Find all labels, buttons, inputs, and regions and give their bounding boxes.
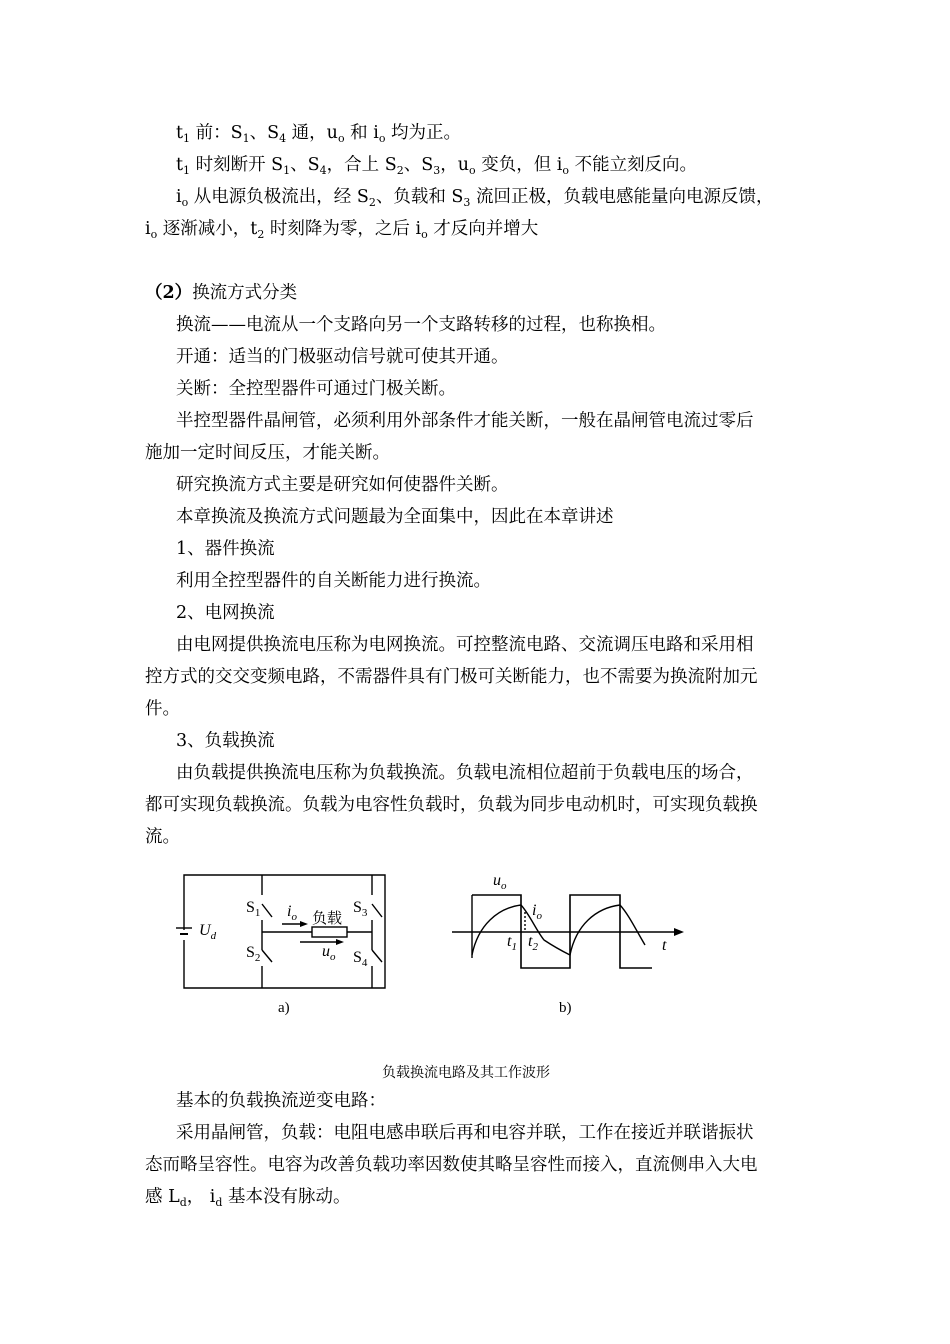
text-line: 件。 — [145, 699, 180, 719]
text-line: 感 $L_d$， $i_d$ 基本没有脉动。 — [145, 1187, 351, 1209]
text-line: 采用晶闸管，负载：电阻电感串联后再和电容并联，工作在接近并联谐振状 — [176, 1123, 754, 1143]
t-axis-label: t — [662, 937, 667, 954]
text-line: $t_1$ 时刻断开 $S_1$、$S_4$，合上 $S_2$、$S_3$，$u_o$ 变负，但 $i_o$ 不能立刻反向。 — [176, 155, 698, 177]
text-line: 控方式的交交变频电路，不需器件具有门极可关断能力，也不需要为换流附加元 — [145, 667, 758, 687]
text-line: 施加一定时间反压，才能关断。 — [145, 443, 390, 463]
text-line: 都可实现负载换流。负载为电容性负载时，负载为同步电动机时，可实现负载换 — [145, 795, 758, 815]
fig-a-label: a) — [278, 1000, 290, 1016]
io-arrow-head — [300, 921, 308, 927]
circuit-labels — [199, 899, 368, 1016]
text-line: 半控型器件晶闸管，必须利用外部条件才能关断，一般在晶闸管电流过零后 — [176, 411, 754, 431]
subheading: 2、电网换流 — [176, 603, 275, 623]
figure-caption: 负载换流电路及其工作波形 — [382, 1065, 550, 1081]
load-label: 负载 — [312, 909, 343, 927]
io-current-wave — [472, 905, 645, 955]
section-heading: （2）换流方式分类 — [145, 283, 298, 303]
waveform-labels — [493, 872, 667, 1016]
text-line: 利用全控型器件的自关断能力进行换流。 — [176, 571, 491, 591]
text-line: $i_o$ 从电源负极流出，经 $S_2$、负载和 $S_3$ 流回正极，负载电感能量向电源反馈， — [176, 187, 774, 209]
subheading: 1、器件换流 — [176, 539, 275, 559]
text-line: 由电网提供换流电压称为电网换流。可控整流电路、交流调压电路和采用相 — [176, 635, 754, 655]
switch-s2 — [262, 950, 272, 962]
text-line: 由负载提供换流电压称为负载换流。负载电流相位超前于负载电压的场合， — [176, 763, 754, 783]
subheading: 3、负载换流 — [176, 731, 275, 751]
s1-label: $S_1$ — [246, 899, 261, 919]
text-line: 态而略呈容性。电容为改善负载功率因数使其略呈容性而接入，直流侧串入大电 — [145, 1155, 758, 1175]
text-line: 流。 — [145, 827, 180, 847]
wave-uo-label: $u_o$ — [493, 872, 507, 892]
text-line: 换流——电流从一个支路向另一个支路转移的过程，也称换相。 — [176, 315, 666, 335]
text-line: 开通：适当的门极驱动信号就可使其开通。 — [176, 347, 509, 367]
text-line: 本章换流及换流方式问题最为全面集中，因此在本章讲述 — [176, 507, 614, 527]
text-line: 基本的负载换流逆变电路： — [176, 1091, 386, 1111]
t2-label: $t_2$ — [528, 933, 538, 953]
wave-io-label: $i_o$ — [532, 902, 542, 922]
s4-label: $S_4$ — [353, 949, 368, 969]
s3-label: $S_3$ — [353, 899, 368, 919]
time-axis-arrow — [674, 928, 684, 936]
waveform-plot — [452, 895, 676, 968]
text-line: 研究换流方式主要是研究如何使器件关断。 — [176, 475, 509, 495]
load-resistor — [312, 927, 347, 937]
fig-b-label: b) — [559, 1000, 572, 1016]
text-line: 关断：全控型器件可通过门极关断。 — [176, 379, 456, 399]
io-label: $i_o$ — [287, 903, 297, 923]
switch-s3 — [372, 904, 382, 917]
uo-arrow-head — [336, 939, 344, 945]
s2-label: $S_2$ — [246, 944, 261, 964]
text-line: $i_o$ 逐渐减小，$t_2$ 时刻降为零，之后 $i_o$ 才反向并增大 — [145, 219, 539, 241]
switch-s4 — [372, 950, 382, 962]
uo-label: $u_o$ — [322, 943, 336, 963]
switch-s1 — [262, 904, 272, 917]
text-line: $t_1$ 前：$S_1$、$S_4$ 通，$u_o$ 和 $i_o$ 均为正。 — [176, 123, 461, 145]
t1-label: $t_1$ — [507, 933, 517, 953]
ud-label: $U_d$ — [199, 922, 217, 942]
